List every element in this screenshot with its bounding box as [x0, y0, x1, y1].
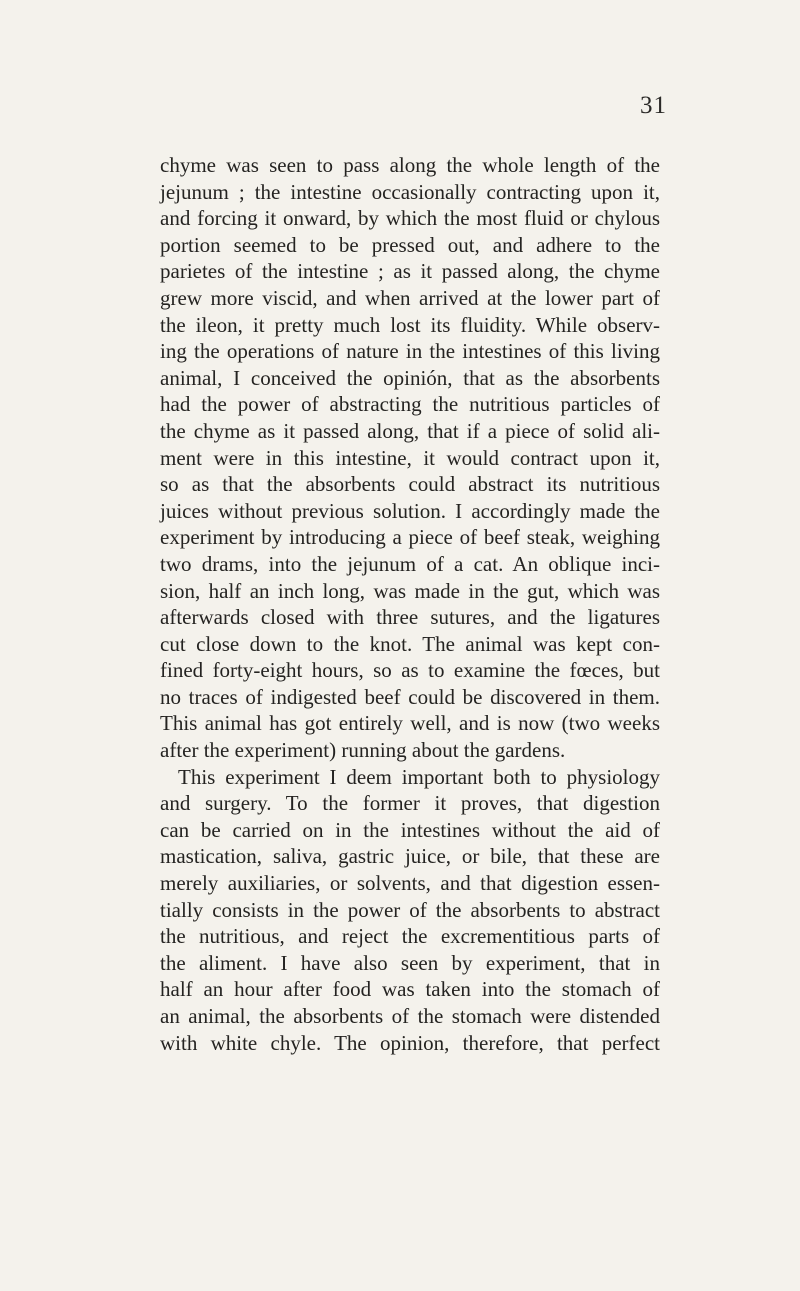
text-line: afterwards closed with three sutures, and the ligatures — [160, 605, 660, 630]
text-line: merely auxiliaries, or solvents, and that digestion essen- — [160, 871, 660, 896]
text-line: This experiment I deem important both to physiology — [178, 764, 660, 789]
text-line: animal, I conceived the opinión, that as the absorbents — [160, 365, 660, 390]
text-line: cut close down to the knot. The animal was kept con- — [160, 631, 660, 656]
text-line: ing the operations of nature in the intestines of this living — [160, 339, 660, 364]
text-line: and surgery. To the former it proves, that digestion — [160, 791, 660, 816]
text-line: after the experiment) running about the gardens. — [160, 738, 566, 763]
body-text — [160, 152, 660, 1056]
text-line: no traces of indigested beef could be discovered in them. — [160, 684, 660, 709]
text-line: parietes of the intestine ; as it passed along, the chyme — [160, 259, 660, 284]
text-line: an animal, the absorbents of the stomach were distended — [160, 1004, 660, 1028]
text-line: This animal has got entirely well, and is now (two weeks — [160, 711, 660, 736]
text-line: can be carried on in the intestines without the aid of — [160, 817, 660, 842]
text-line: the nutritious, and reject the excrementitious parts of — [160, 924, 660, 949]
text-line: and forcing it onward, by which the most fluid or chylous — [160, 206, 660, 231]
text-line: chyme was seen to pass along the whole length of the — [160, 153, 660, 177]
text-line: ment were in this intestine, it would contract upon it, — [160, 445, 660, 470]
text-line: had the power of abstracting the nutritious particles of — [160, 392, 660, 417]
text-line: tially consists in the power of the absorbents to abstract — [160, 897, 660, 922]
text-line: two drams, into the jejunum of a cat. An oblique inci- — [160, 551, 660, 576]
text-line: the chyme as it passed along, that if a piece of solid ali- — [160, 418, 660, 443]
text-line: juices without previous solution. I accordingly made the — [160, 498, 660, 523]
text-line: with white chyle. The opinion, therefore, that perfect — [160, 1030, 660, 1055]
text-line: so as that the absorbents could abstract its nutritious — [160, 472, 660, 497]
text-line: grew more viscid, and when arrived at the lower part of — [160, 285, 660, 310]
text-line: fined forty-eight hours, so as to examine the fœces, but — [160, 658, 660, 683]
text-line: the aliment. I have also seen by experiment, that in — [160, 950, 660, 975]
text-line: sion, half an inch long, was made in the gut, which was — [160, 578, 660, 603]
page-number: 31 — [640, 92, 667, 119]
text-line: the ileon, it pretty much lost its fluidity. While observ- — [160, 312, 660, 337]
text-line: experiment by introducing a piece of beef steak, weighing — [160, 525, 660, 550]
text-line: half an hour after food was taken into the stomach of — [160, 977, 660, 1002]
text-line: mastication, saliva, gastric juice, or bile, that these are — [160, 844, 660, 869]
text-line: jejunum ; the intestine occasionally contracting upon it, — [160, 179, 660, 204]
text-line: portion seemed to be pressed out, and adhere to the — [160, 232, 660, 257]
